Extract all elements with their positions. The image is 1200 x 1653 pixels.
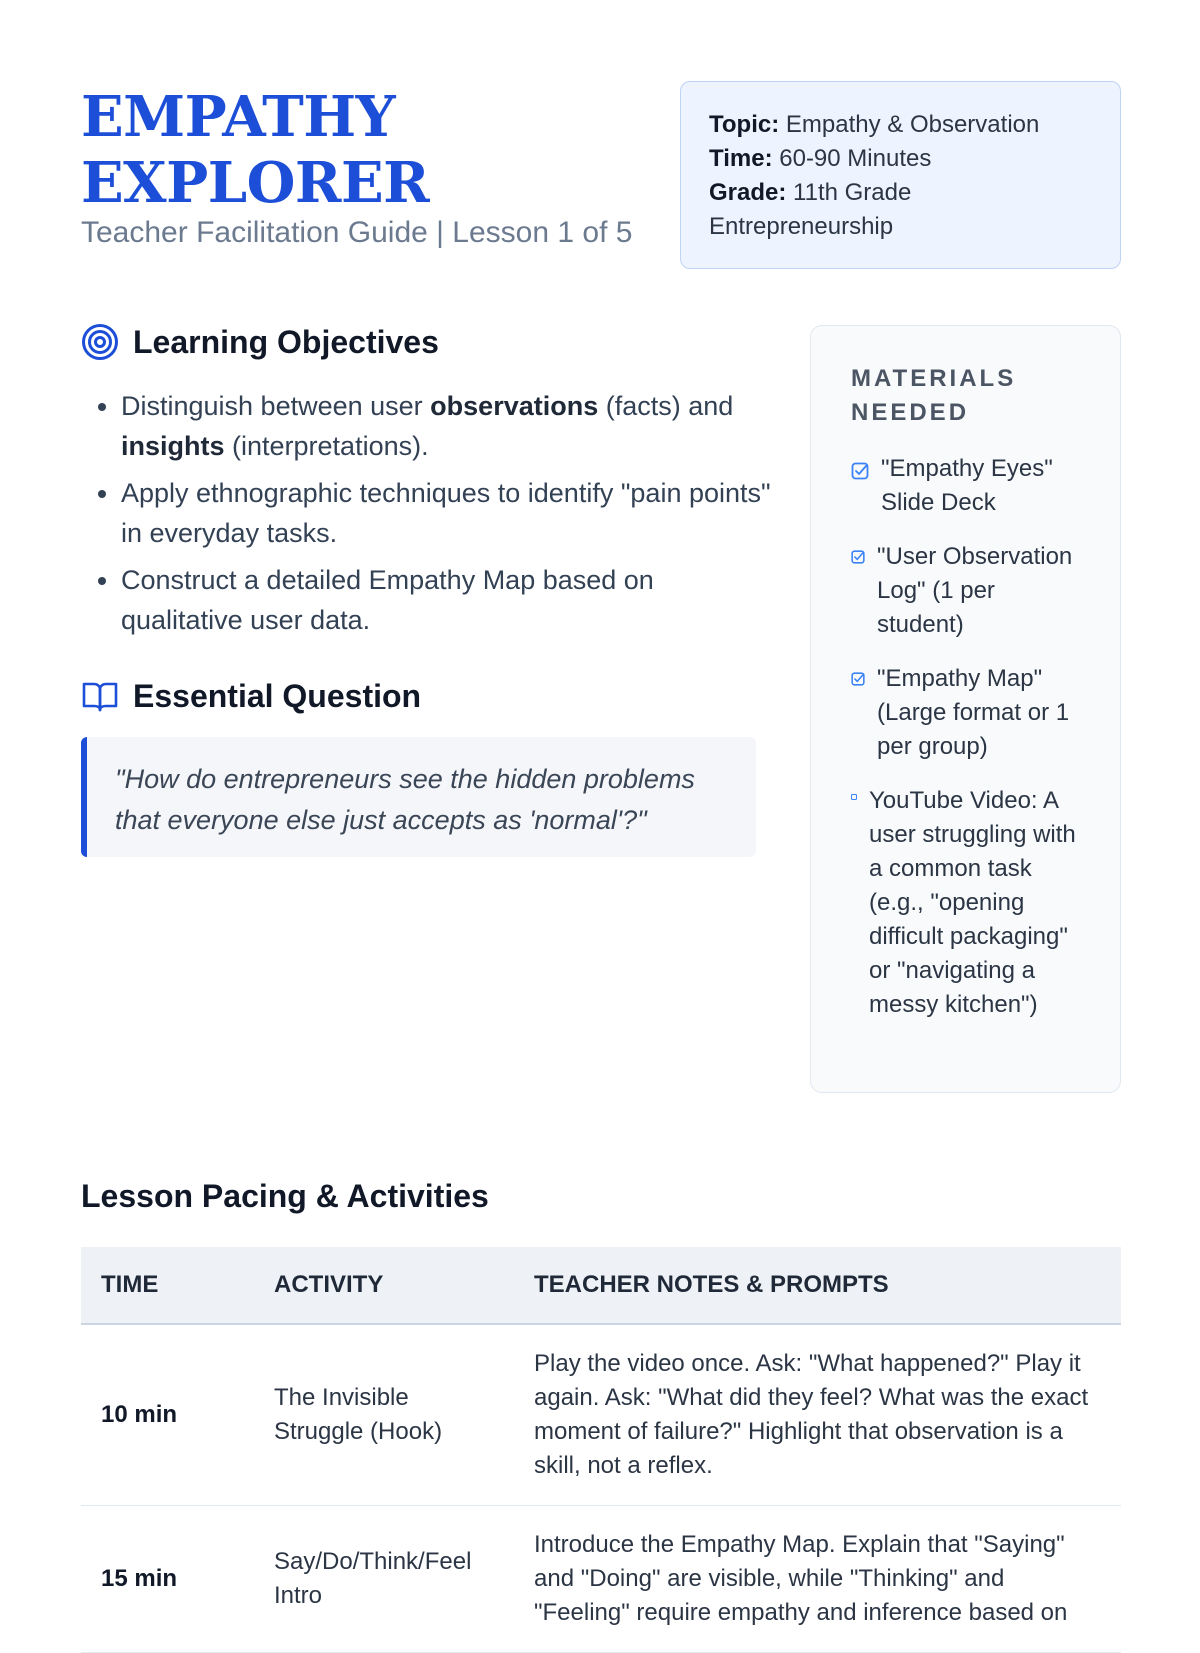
essential-question-quote: "How do entrepreneurs see the hidden problems that everyone else just accepts as 'normal'?" [81, 737, 756, 857]
topic-label: Topic: [709, 111, 780, 138]
material-label: "User Observation Log" (1 per student) [877, 543, 1073, 638]
table-header-row [81, 1247, 1121, 1324]
row-activity: Say/Do/Think/Feel Intro [254, 1506, 514, 1653]
pacing-table [81, 1247, 1121, 1653]
target-icon [81, 323, 119, 361]
materials-panel [810, 325, 1121, 1093]
grade-value: 11th Grade Entrepreneurship [709, 179, 912, 240]
list-item [121, 386, 781, 466]
checkbox-icon [851, 794, 857, 800]
column-header-activity: ACTIVITY [254, 1247, 514, 1324]
title-line-2: EXPLORER [81, 150, 430, 216]
material-label: "Empathy Eyes" Slide Deck [881, 455, 1053, 516]
objectives-list [81, 386, 781, 647]
time-label: Time: [709, 145, 773, 172]
materials-list [851, 452, 1080, 1022]
list-item [851, 784, 1080, 1022]
grade-row [709, 176, 1092, 244]
pacing-heading: Lesson Pacing & Activities [81, 1178, 489, 1214]
table-row [81, 1506, 1121, 1653]
row-time: 15 min [81, 1506, 254, 1653]
title-line-1: EMPATHY [81, 84, 396, 150]
list-item [851, 540, 1080, 642]
checkbox-icon [851, 672, 865, 686]
objective-bold: insights [121, 431, 225, 461]
time-value: 60-90 Minutes [772, 145, 932, 172]
lesson-info-box [680, 81, 1121, 269]
row-notes: Introduce the Empathy Map. Explain that "Saying" and "Doing" are visible, while "Thinking" and "Feeling" require empathy and inference based on [514, 1506, 1121, 1653]
checkbox-icon [851, 462, 869, 480]
material-label: YouTube Video: A user struggling with a common task (e.g., "opening difficult packaging" or "navigating a messy kitchen") [869, 787, 1076, 1018]
topic-row [709, 108, 1092, 142]
material-label: "Empathy Map" (Large format or 1 per group) [877, 665, 1070, 760]
objective-text: Distinguish between user [121, 391, 431, 421]
row-activity: The Invisible Struggle (Hook) [254, 1324, 514, 1506]
objectives-title: Learning Objectives [133, 323, 439, 360]
page-subtitle: Teacher Facilitation Guide | Lesson 1 of 5 [81, 216, 633, 249]
table-row [81, 1324, 1121, 1506]
book-open-icon [81, 677, 119, 715]
materials-title: MATERIALS NEEDED [851, 365, 1017, 426]
list-item: • Apply ethnographic techniques to identify "pain points" in everyday tasks. [121, 473, 781, 553]
checkbox-icon [851, 550, 865, 564]
objective-text: (interpretations). [224, 431, 429, 461]
column-header-time: TIME [81, 1247, 254, 1324]
row-time: 10 min [81, 1324, 254, 1506]
column-header-notes: TEACHER NOTES & PROMPTS [514, 1247, 1121, 1324]
objective-text: (facts) and [598, 391, 734, 421]
page-title [81, 84, 429, 216]
list-item [851, 662, 1080, 764]
topic-value: Empathy & Observation [779, 111, 1040, 138]
objectives-heading [81, 323, 439, 361]
essential-question-heading [81, 677, 421, 715]
list-item [851, 452, 1080, 520]
objective-bold: observations [430, 391, 599, 421]
list-item: • Construct a detailed Empathy Map based on qualitative user data. [121, 560, 781, 640]
row-notes: Play the video once. Ask: "What happened?" Play it again. Ask: "What did they feel? What was the exact moment of failure?" Highlight that observation is a skill, not a reflex. [514, 1324, 1121, 1506]
essential-question-title: Essential Question [133, 677, 422, 714]
grade-label: Grade: [709, 179, 787, 206]
time-row [709, 142, 1092, 176]
